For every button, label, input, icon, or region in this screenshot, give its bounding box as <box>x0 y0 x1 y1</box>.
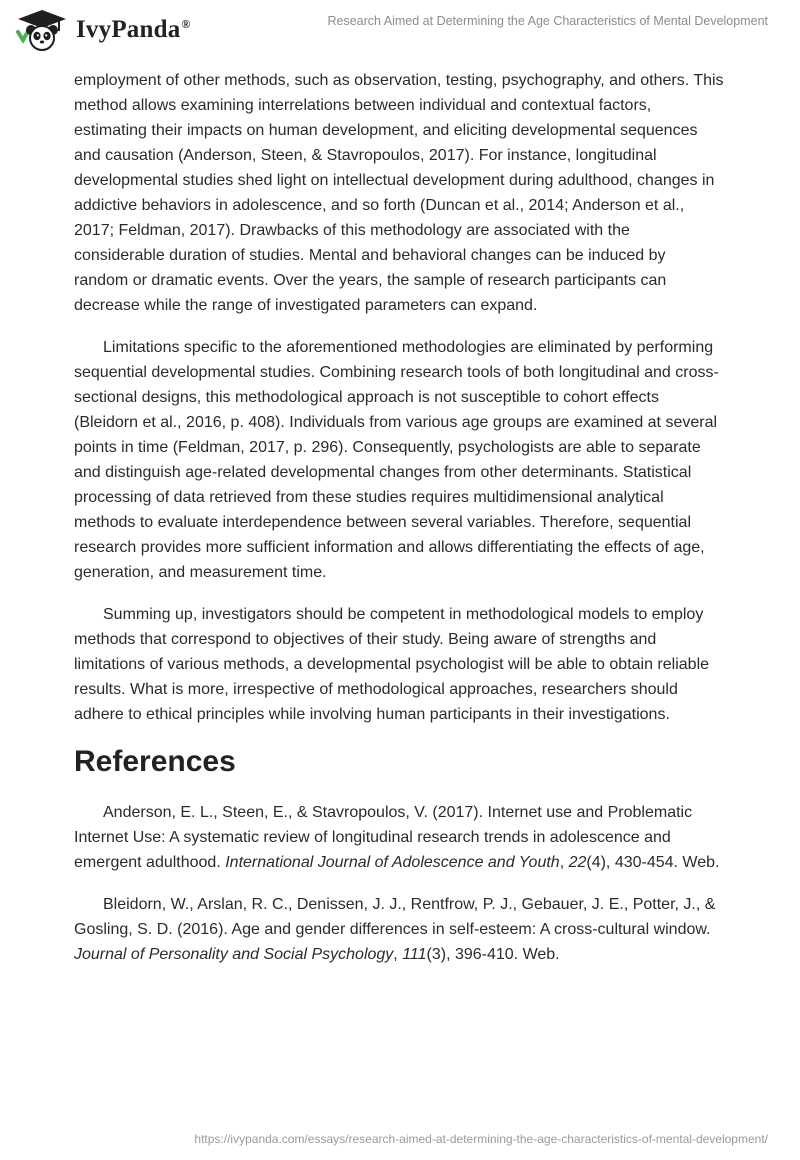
journal-title: Journal of Personality and Social Psychology <box>74 946 394 963</box>
journal-title: International Journal of Adolescence and Youth <box>225 854 560 871</box>
body-paragraph: employment of other methods, such as observation, testing, psychography, and others. This method allows examining interrelations between individual and contextual factors, estimating their impacts on human development, and eliciting developmental sequences and causation (Anderson, Steen, & Stavropoulos, 2017). For instance, longitudinal developmental studies shed light on intellectual development during adulthood, changes in addictive behaviors in adolescence, and so forth (Duncan et al., 2014; Anderson et al., 2017; Feldman, 2017). Drawbacks of this methodology are associated with the considerable duration of studies. Mental and behavioral changes can be induced by random or dramatic events. Over the years, the sample of research participants can decrease while the range of investigated parameters can expand. <box>74 72 724 314</box>
panda-graduation-cap-icon <box>14 8 70 52</box>
document-title: Research Aimed at Determining the Age Characteristics of Mental Development <box>327 14 768 28</box>
references-heading: References <box>74 745 236 778</box>
journal-volume: 111 <box>402 946 427 963</box>
source-url-link[interactable]: https://ivypanda.com/essays/research-aimed-at-determining-the-age-characteristics-of-mental-development/ <box>194 1132 768 1146</box>
body-paragraph: Summing up, investigators should be competent in methodological models to employ methods that correspond to objectives of their study. Being aware of strengths and limitations of various methods, a developmental psychologist will be able to obtain reliable results. What is more, irrespective of methodological approaches, researchers should adhere to ethical principles while involving human participants in their investigations. <box>74 606 710 723</box>
reference-entry: Bleidorn, W., Arslan, R. C., Denissen, J. J., Rentfrow, P. J., Gebauer, J. E., Potter, J., & Gosling, S. D. (2016). Age and gender differences in self-esteem: A cross-cultural window. Journal of Personality and Social Psychology, 111(3), 396-410. Web. <box>74 896 716 963</box>
brand-logo[interactable] <box>14 8 191 52</box>
journal-volume: 22 <box>568 854 587 871</box>
essay-content <box>74 68 724 984</box>
brand-name: IvyPanda® <box>76 16 191 43</box>
page-header <box>0 0 800 60</box>
body-paragraph: Limitations specific to the aforementioned methodologies are eliminated by performing sequential developmental studies. Combining research tools of both longitudinal and cross-sectional designs, this methodological approach is not susceptible to cohort effects (Bleidorn et al., 2016, p. 408). Individuals from various age groups are examined at several points in time (Feldman, 2017, p. 296). Consequently, psychologists are able to separate and distinguish age-related developmental changes from other determinants. Statistical processing of data retrieved from these studies requires multidimensional analytical methods to evaluate interdependence between several variables. Therefore, sequential research provides more sufficient information and allows differentiating the effects of age, generation, and measurement time. <box>74 339 719 581</box>
reference-entry: Anderson, E. L., Steen, E., & Stavropoulos, V. (2017). Internet use and Problematic Internet Use: A systematic review of longitudinal research trends in adolescence and emergent adulthood. International Journal of Adolescence and Youth, 22(4), 430-454. Web. <box>74 804 720 871</box>
